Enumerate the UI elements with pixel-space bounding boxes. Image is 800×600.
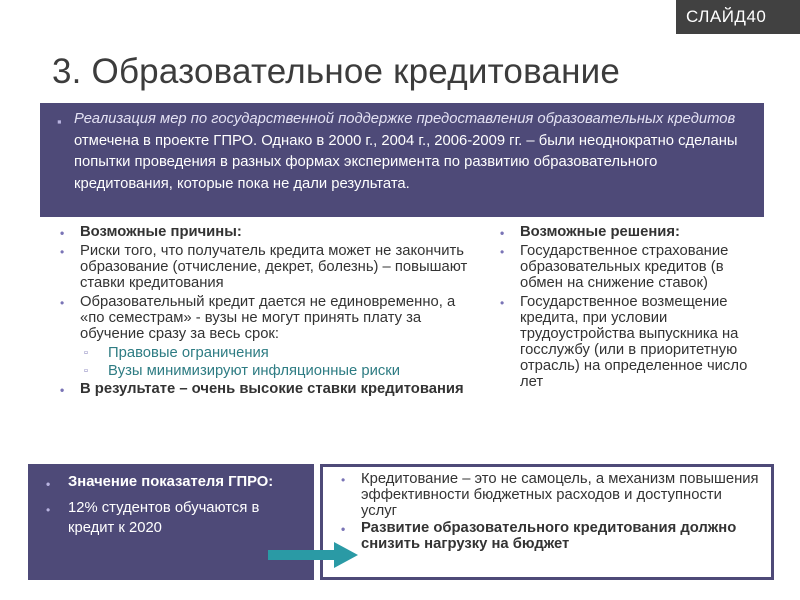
intro-text: отмечена в проекте ГПРО. Однако в 2000 г., 2004 г., 2006-2009 гг. – были неоднократно сделаны попытки проведения в разных формах эксперимента по развитию образовательного кредитования, которые пока не дали результата.: [74, 132, 738, 192]
bullet-icon: •: [46, 503, 51, 517]
solution-item: • Государственное страхование образовательных кредитов (в обмен на снижение ставок): [500, 243, 729, 291]
intro-box: [40, 103, 764, 217]
bullet-icon: •: [60, 226, 65, 240]
reason-item: • Риски того, что получатель кредита может не закончить образование (отчисление, декрет, болезнь) – повышают ставки кредитования: [60, 243, 468, 291]
bullet-icon: •: [500, 226, 505, 240]
bullet-icon: ▪: [57, 114, 62, 129]
bullet-icon: ▫: [84, 365, 88, 377]
reasons-heading: • Возможные причины:: [60, 224, 242, 240]
result-item: • В результате – очень высокие ставки кредитования: [60, 381, 464, 397]
conclusion-item: • Кредитование – это не самоцель, а механизм повышения эффективности бюджетных расходов и доступности услуг: [341, 471, 759, 519]
reason-item: • Образовательный кредит дается не единовременно, а «по семестрам» - вузы не могут принять плату за обучение сразу за весь срок:: [60, 294, 456, 342]
reason-subitem: ▫ Правовые ограничения: [84, 345, 269, 361]
solutions-heading: • Возможные решения:: [500, 224, 680, 240]
solution-item: • Государственное возмещение кредита, при условии трудоустройства выпускника на госслужбу (или в приоритетную отрасль) на определенное число лет: [500, 294, 748, 390]
bullet-icon: •: [60, 383, 65, 397]
reasons-column: [58, 224, 468, 400]
conclusion-box: [320, 464, 774, 580]
bullet-icon: •: [500, 296, 505, 310]
slide-title: 3. Образовательное кредитование: [52, 52, 621, 91]
bullet-icon: •: [46, 477, 51, 491]
bullet-icon: •: [60, 245, 65, 259]
slide-number-badge: СЛАЙД40: [676, 0, 800, 34]
bullet-icon: ▫: [84, 347, 88, 359]
bullet-icon: •: [341, 522, 346, 536]
indicator-heading: • Значение показателя ГПРО:: [38, 472, 304, 492]
conclusion-item: • Развитие образовательного кредитования должно снизить нагрузку на бюджет: [341, 520, 737, 552]
bullet-icon: •: [60, 296, 65, 310]
arrow-right-icon: [268, 542, 358, 568]
solutions-column: [498, 224, 763, 393]
reason-subitem: ▫ Вузы минимизируют инфляционные риски: [84, 363, 400, 379]
indicator-value: • 12% студентов обучаются в кредит к 2020: [46, 500, 260, 536]
bullet-icon: •: [341, 473, 346, 487]
bullet-icon: •: [500, 245, 505, 259]
intro-italic: Реализация мер по государственной поддержке предоставления образовательных кредитов: [74, 111, 736, 127]
